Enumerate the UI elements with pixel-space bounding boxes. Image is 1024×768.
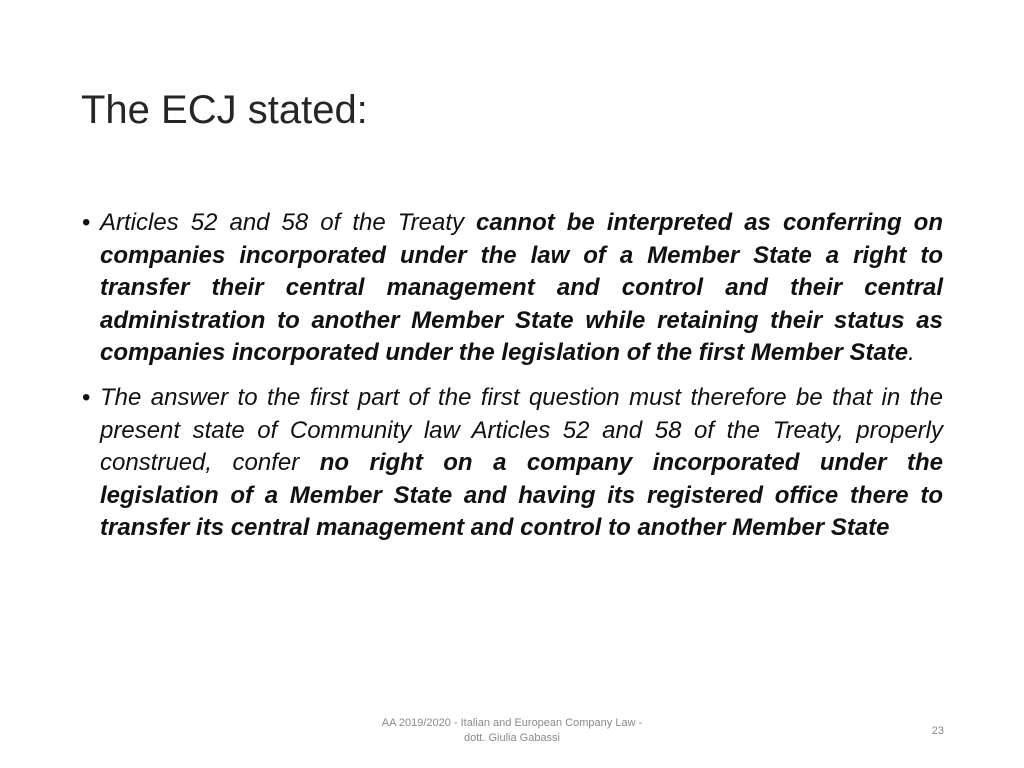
footer-line-2: dott. Giulia Gabassi [464,732,560,744]
bullet-text-normal: Articles 52 and 58 of the Treaty [100,209,477,236]
bullet-list [82,207,943,557]
slide-title: The ECJ stated: [81,88,368,132]
bullet-text-after: . [908,339,915,367]
bullet-text-bold: cannot be interpreted as conferring on companies incorporated under the law of a Member State a right to transfer their central management and control and their central administration to another Member State while retaining their status as companies incorporated under the legislation of the first Member State [100,209,943,367]
bullet-icon: • [82,383,91,411]
footer-line-1: AA 2019/2020 - Italian and European Company Law - [381,717,643,729]
slide-footer [362,716,662,746]
bullet-item [82,207,943,370]
bullet-icon: • [82,209,91,236]
bullet-item [82,382,943,545]
bullet-text-bold: no right on a company incorporated under the legislation of a Member State and having its registered office there to transfer its central management and control to another Member State [100,449,943,542]
page-number: 23 [931,725,944,737]
bullet-text-normal: The answer to the first part of the first question must therefore be that in the present state of Community law Articles 52 and 58 of the Treaty, properly construed, confer [100,383,943,477]
